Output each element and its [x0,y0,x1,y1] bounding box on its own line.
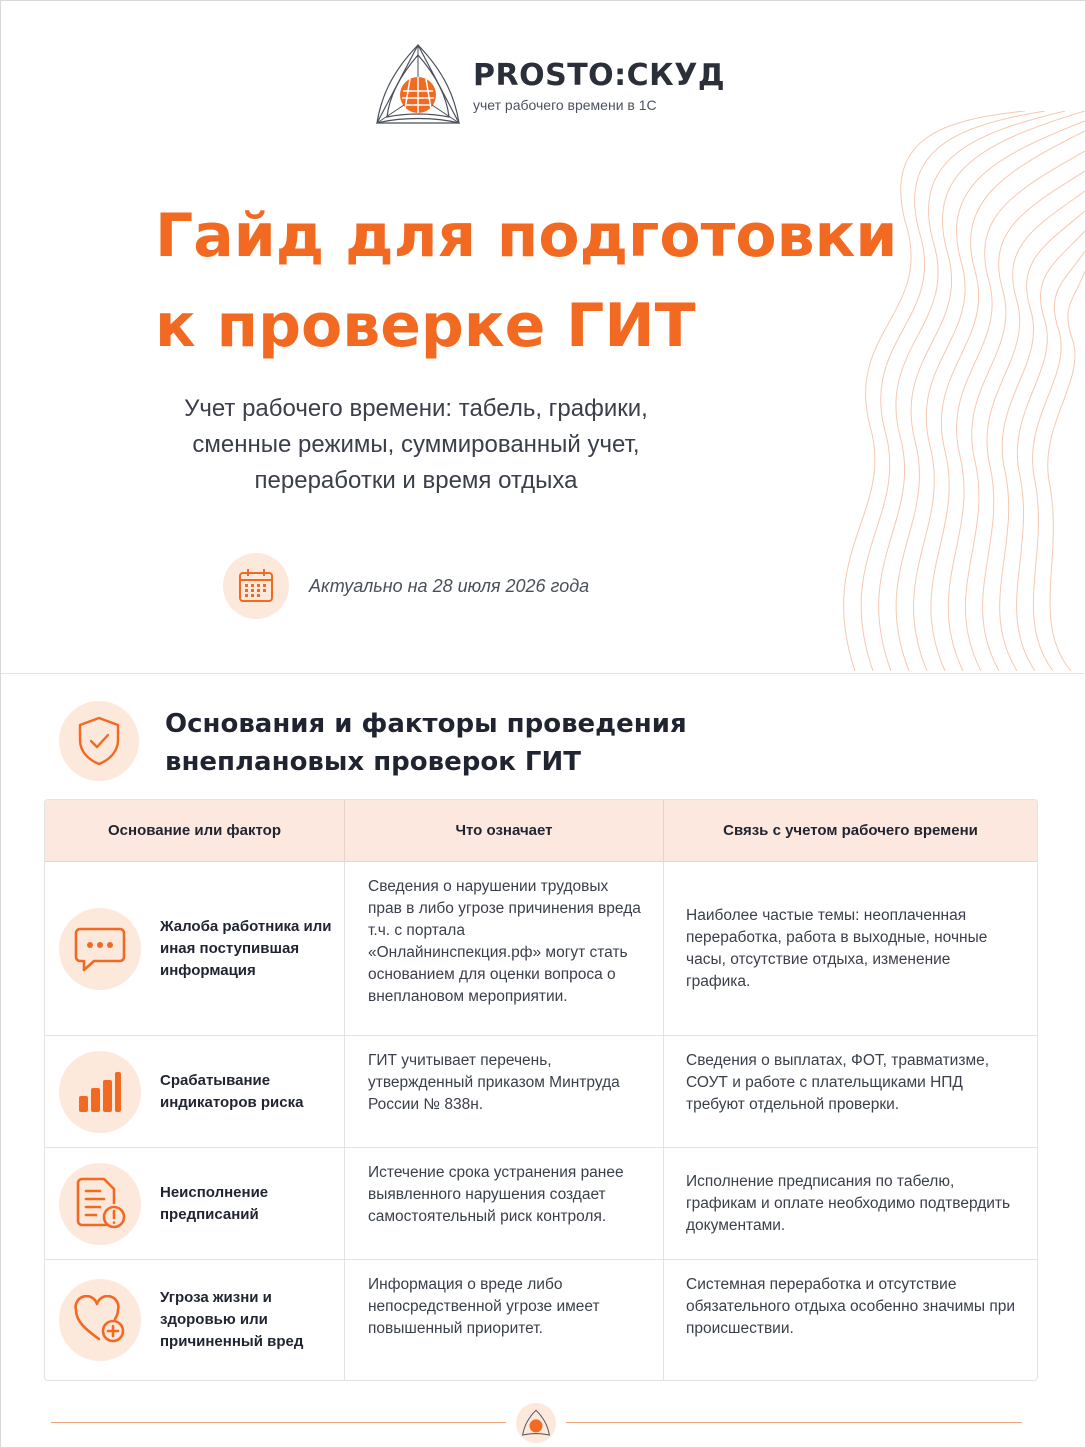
table-row [45,1260,1037,1380]
page-title-line-1: Гайд для подготовки [155,201,898,271]
heart-plus-icon [59,1279,141,1361]
relation-cell: Системная переработка и отсутствие обязательного отдыха особенно значимы при происшествии. [686,1276,1016,1337]
table-row [45,862,1037,1036]
meaning-cell: Информация о вреде либо непосредственной угрозе имеет повышенный приоритет. [345,1260,664,1380]
shield-check-icon [59,701,139,781]
factor-cell [45,1260,345,1380]
meaning-cell: ГИТ учитывает перечень, утвержденный приказом Минтруда России № 838н. [345,1036,664,1147]
table-header-cell: Связь с учетом рабочего времени [723,822,978,839]
subtitle-line-2: сменные режимы, суммированный учет, [192,431,640,458]
subtitle-line-1: Учет рабочего времени: табель, графики, [184,395,648,422]
relation-cell: Наиболее частые темы: неоплаченная переработка, работа в выходные, ночные часы, отсутствие отдыха, изменение графика. [686,906,988,990]
section-divider [1,673,1086,674]
relation-cell: Исполнение предписания по табелю, графикам и оплате необходимо подтвердить документами. [686,1172,1011,1234]
brand-logo [375,43,725,129]
subtitle-line-3: переработки и время отдыха [254,467,578,494]
bar-chart-icon [59,1051,141,1133]
calendar-icon [223,553,289,619]
factor-cell [45,1036,345,1147]
table-row [45,1148,1037,1260]
document-warning-icon [59,1163,141,1245]
page-title [155,191,935,371]
footer-logo-icon [516,1403,556,1443]
brand-tagline: учет рабочего времени в 1С [473,97,657,113]
meaning-cell: Истечение срока устранения ранее выявленного нарушения создает самостоятельный риск контроля. [345,1148,664,1259]
logo-icon [375,43,461,129]
factor-label: Неисполнение предписаний [160,1183,269,1223]
date-note [223,553,589,619]
footer-line-left [51,1422,506,1423]
table-header-cell: Основание или фактор [45,800,345,861]
table-header-cell: Что означает [345,800,664,861]
factor-label: Жалоба работника или иная поступившая информация [160,917,332,979]
factor-cell [45,1148,345,1259]
factor-label: Срабатывание индикаторов риска [160,1071,304,1111]
section-title-line-2: внеплановых проверок ГИТ [165,747,581,777]
factor-label: Угроза жизни и здоровью или причиненный вред [160,1289,304,1350]
section-title [165,705,765,781]
table-header [45,800,1037,862]
meaning-cell: Сведения о нарушении трудовых прав в либо угрозе причинения вреда т.ч. с портала «Онлайнинспекция.рф» могут стать основанием для оценки вопроса о внеплановом мероприятии. [345,862,664,1035]
page-subtitle [121,391,711,499]
relation-cell: Сведения о выплатах, ФОТ, травматизме, СОУТ и работе с плательщиками НПД требуют отдельной проверки. [686,1052,990,1113]
date-text: Актуально на 28 июля 2026 года [309,575,590,596]
factor-cell [45,862,345,1035]
chat-bubble-icon [59,908,141,990]
brand-name: PROSTO:СКУД [473,58,726,93]
factors-table [44,799,1038,1381]
section-title-line-1: Основания и факторы проведения [165,709,687,739]
footer-line-right [566,1422,1022,1423]
page-title-line-2: к проверке ГИТ [155,291,696,361]
table-row [45,1036,1037,1148]
